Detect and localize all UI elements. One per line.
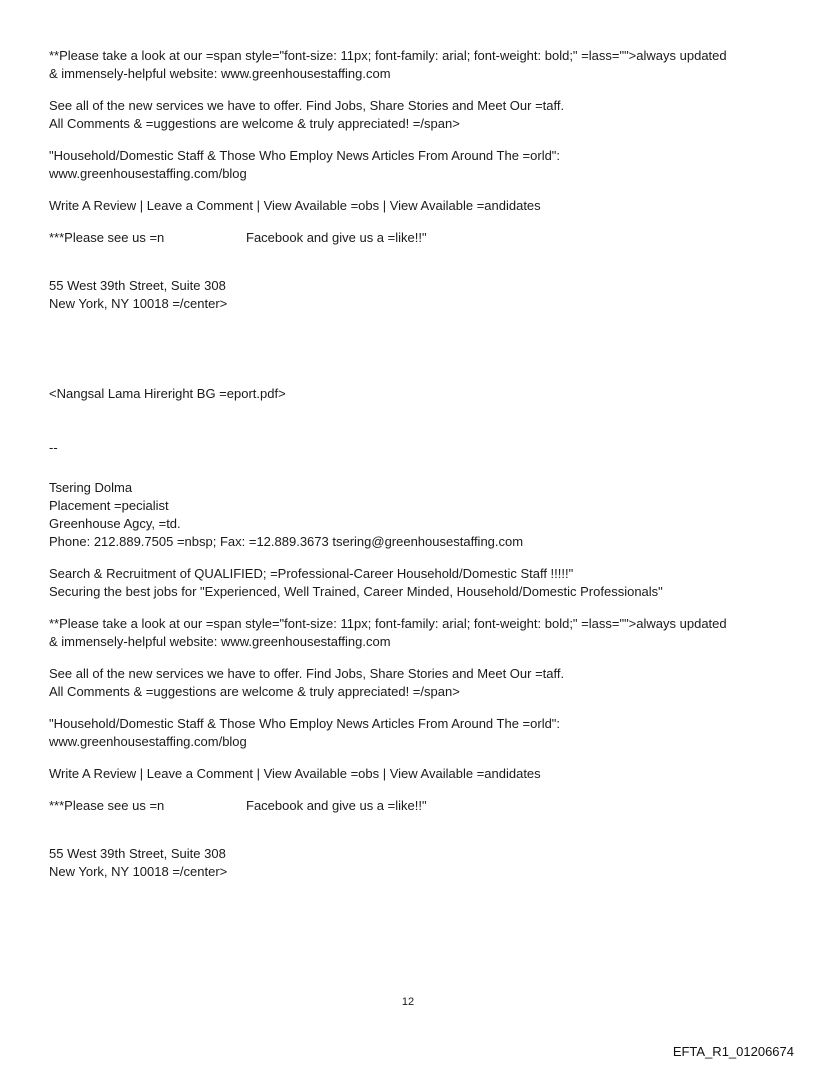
news-line-2: www.greenhousestaffing.com/blog <box>49 734 247 749</box>
please-look-line-2: & immensely-helpful website: www.greenhousestaffing.com <box>49 66 391 81</box>
please-look-line-1: **Please take a look at our =span style="font-size: 11px; font-family: arial; font-weight: bold;" =lass="">always updated <box>49 48 727 63</box>
services-line-2: All Comments & =uggestions are welcome & truly appreciated! =/span> <box>49 116 460 131</box>
news-line-2: www.greenhousestaffing.com/blog <box>49 166 247 181</box>
facebook-line <box>49 229 779 247</box>
services-line-1: See all of the new services we have to offer. Find Jobs, Share Stories and Meet Our =taff. <box>49 98 565 113</box>
services-line-2: All Comments & =uggestions are welcome & truly appreciated! =/span> <box>49 684 460 699</box>
address-line-1: 55 West 39th Street, Suite 308 <box>49 278 226 293</box>
services-line-1: See all of the new services we have to offer. Find Jobs, Share Stories and Meet Our =taff. <box>49 666 565 681</box>
tagline-line-2: Securing the best jobs for "Experienced, Well Trained, Career Minded, Household/Domestic Professionals" <box>49 584 663 599</box>
signature-name: Tsering Dolma <box>49 480 133 495</box>
please-look-line-1: **Please take a look at our =span style="font-size: 11px; font-family: arial; font-weight: bold;" =lass="">always updated <box>49 616 727 631</box>
facebook-line-prefix: ***Please see us =n <box>49 798 165 813</box>
links-line: Write A Review | Leave a Comment | View Available =obs | View Available =andidates <box>49 198 541 213</box>
page-number: 12 <box>401 996 415 1008</box>
facebook-line-suffix: Facebook and give us a =like!!" <box>246 798 427 813</box>
signature-phone: Phone: 212.889.7505 =nbsp; Fax: =12.889.3673 tsering@greenhousestaffing.com <box>49 534 524 549</box>
signature-title: Placement =pecialist <box>49 498 169 513</box>
address-line-2: New York, NY 10018 =/center> <box>49 296 228 311</box>
news-line-1: "Household/Domestic Staff & Those Who Employ News Articles From Around The =orld": <box>49 716 561 731</box>
signature-separator: -- <box>49 440 58 455</box>
tagline-line-1: Search & Recruitment of QUALIFIED; =Professional-Career Household/Domestic Staff !!!!!" <box>49 566 574 581</box>
document-id-stamp: EFTA_R1_01206674 <box>672 1044 794 1059</box>
facebook-line-suffix: Facebook and give us a =like!!" <box>246 230 427 245</box>
address-line-1: 55 West 39th Street, Suite 308 <box>49 846 226 861</box>
links-line: Write A Review | Leave a Comment | View Available =obs | View Available =andidates <box>49 766 541 781</box>
signature-company: Greenhouse Agcy, =td. <box>49 516 181 531</box>
please-look-line-2: & immensely-helpful website: www.greenhousestaffing.com <box>49 634 391 649</box>
facebook-line-prefix: ***Please see us =n <box>49 230 165 245</box>
attachment-name: <Nangsal Lama Hireright BG =eport.pdf> <box>49 386 286 401</box>
email-body <box>49 47 779 881</box>
address-line-2: New York, NY 10018 =/center> <box>49 864 228 879</box>
facebook-line <box>49 797 779 815</box>
news-line-1: "Household/Domestic Staff & Those Who Employ News Articles From Around The =orld": <box>49 148 561 163</box>
